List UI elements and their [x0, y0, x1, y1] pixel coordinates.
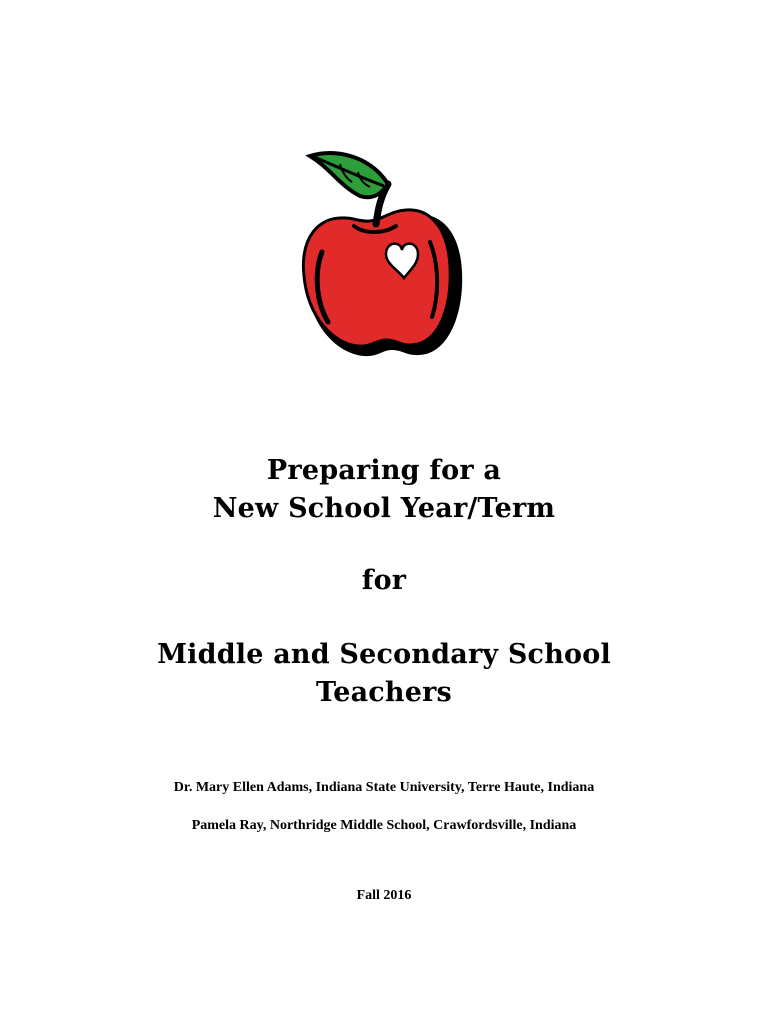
title-bottom	[0, 636, 768, 712]
title-line-2: New School Year/Term	[212, 493, 556, 524]
title-line-1: Preparing for a	[266, 455, 502, 486]
title-line-3: Middle and Secondary School	[157, 639, 611, 670]
apple-with-heart-icon	[280, 142, 470, 362]
title-line-4: Teachers	[316, 677, 452, 708]
title-connector: for	[361, 565, 407, 596]
title-top	[0, 452, 768, 528]
title-connector-block	[0, 562, 768, 600]
author-line-1: Dr. Mary Ellen Adams, Indiana State University, Terre Haute, Indiana	[173, 780, 595, 795]
author-line-2: Pamela Ray, Northridge Middle School, Crawfordsville, Indiana	[191, 818, 577, 833]
document-date: Fall 2016	[356, 888, 412, 903]
